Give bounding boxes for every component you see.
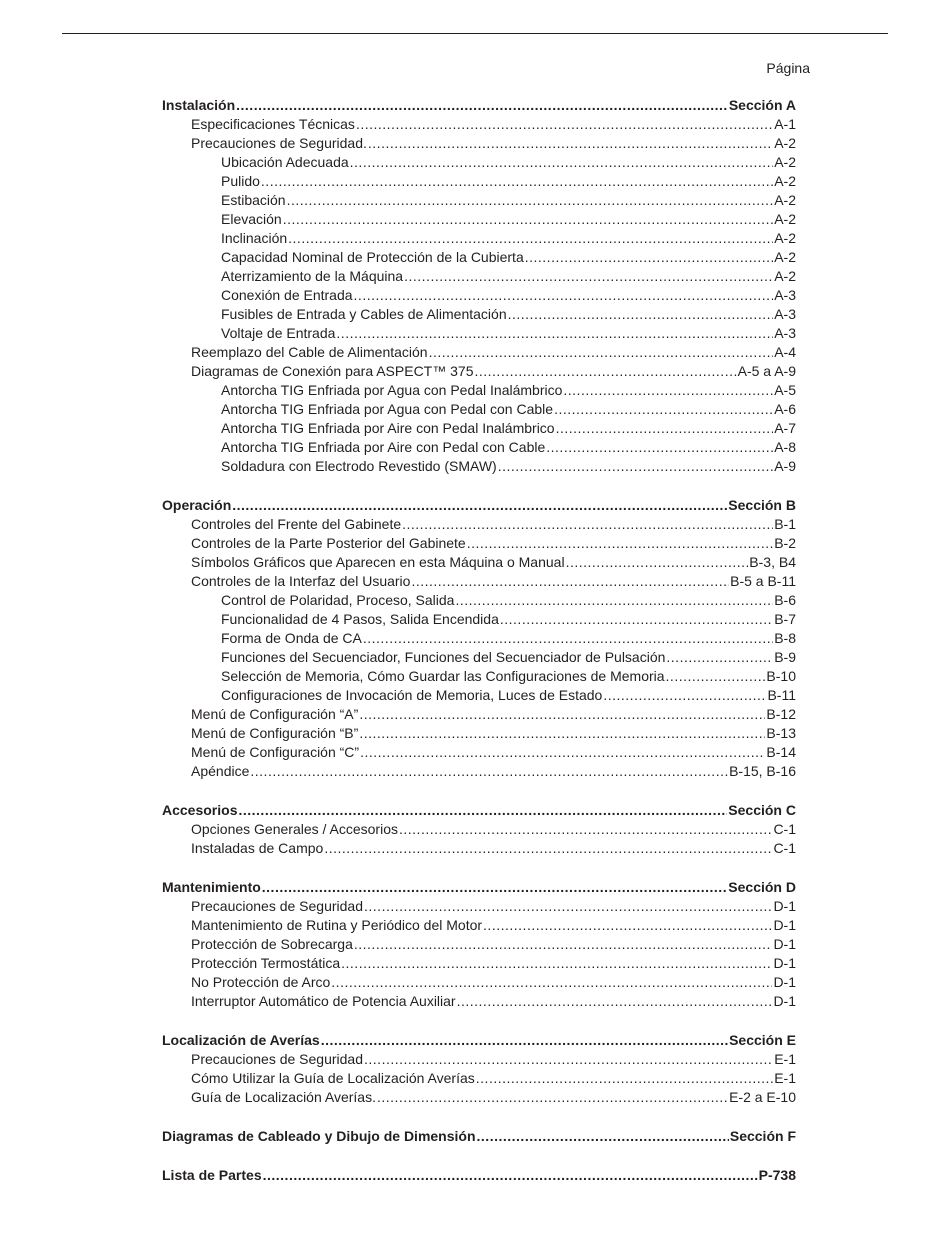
toc-entry-title: Símbolos Gráficos que Aparecen en esta Máquina o Manual <box>191 554 565 570</box>
toc-entry-page: D-1 <box>773 917 796 933</box>
toc-section <box>162 801 796 858</box>
toc-entry-title: Control de Polaridad, Proceso, Salida <box>221 592 455 608</box>
toc-entry-title: Especificaciones Técnicas <box>191 116 355 132</box>
toc-section-heading <box>162 801 796 820</box>
toc-entry-page: E-1 <box>774 1070 796 1086</box>
dot-leader <box>336 324 773 343</box>
toc-entry-page: A-3 <box>774 325 796 341</box>
toc-entry <box>162 457 796 476</box>
toc-entry-title: Ubicación Adecuada <box>221 154 349 170</box>
toc-entry-page: D-1 <box>773 936 796 952</box>
toc-entry-title: Antorcha TIG Enfriada por Aire con Pedal con Cable <box>221 439 546 455</box>
dot-leader <box>411 572 729 591</box>
dot-leader <box>368 134 773 153</box>
toc-entry-title: Mantenimiento de Rutina y Periódico del Motor <box>191 917 483 933</box>
dot-leader <box>500 610 773 629</box>
toc-entry <box>162 438 796 457</box>
toc-entry <box>162 591 796 610</box>
toc-entry <box>162 381 796 400</box>
toc-entry-title: Pulido <box>221 173 260 189</box>
toc-entry-page: B-6 <box>774 592 796 608</box>
dot-leader <box>498 457 773 476</box>
toc-entry-page: A-3 <box>774 287 796 303</box>
toc-entry <box>162 324 796 343</box>
toc-entry-page: A-5 a A-9 <box>737 363 796 379</box>
toc-section-heading <box>162 96 796 115</box>
dot-leader <box>556 419 774 438</box>
dot-leader <box>483 916 772 935</box>
dot-leader <box>321 1031 728 1050</box>
toc-entry-title: Antorcha TIG Enfriada por Agua con Pedal con Cable <box>221 401 554 417</box>
dot-leader <box>350 153 774 172</box>
toc-entry-title: Aterrizamiento de la Máquina <box>221 268 404 284</box>
toc-entry-title: Precauciones de Seguridad <box>191 898 364 914</box>
toc-entry <box>162 954 796 973</box>
toc-entry-page: A-3 <box>774 306 796 322</box>
dot-leader <box>666 648 773 667</box>
dot-leader <box>467 534 773 553</box>
toc-section-heading <box>162 496 796 515</box>
toc-entry <box>162 534 796 553</box>
dot-leader <box>263 1166 758 1185</box>
toc-entry-page: A-6 <box>774 401 796 417</box>
dot-leader <box>356 115 773 134</box>
toc-section-heading <box>162 1031 796 1050</box>
toc-entry-title: Selección de Memoria, Cómo Guardar las Configuraciones de Memoria <box>221 668 665 684</box>
dot-leader <box>262 878 728 897</box>
dot-leader <box>238 801 727 820</box>
toc-section-heading <box>162 878 796 897</box>
toc-entry-title: Elevación <box>221 211 282 227</box>
toc-entry-page: B-9 <box>774 649 796 665</box>
toc-entry-page: C-1 <box>773 840 796 856</box>
toc-entry <box>162 705 796 724</box>
toc-entry <box>162 553 796 572</box>
toc-entry <box>162 172 796 191</box>
toc-entry-page: A-1 <box>774 116 796 132</box>
toc-entry-title: Protección Termostática <box>191 955 341 971</box>
toc-entry-title: Diagramas de Conexión para ASPECT™ 375 <box>191 363 474 379</box>
toc-entry-title: Fusibles de Entrada y Cables de Alimentación <box>221 306 507 322</box>
toc-entry <box>162 897 796 916</box>
toc-entry-page: A-2 <box>774 154 796 170</box>
toc-entry-page: Sección D <box>728 879 796 895</box>
dot-leader <box>250 762 728 781</box>
toc-entry <box>162 935 796 954</box>
toc-entry <box>162 134 796 153</box>
toc-entry <box>162 667 796 686</box>
toc-entry-title: Protección de Sobrecarga <box>191 936 353 952</box>
toc-section-heading <box>162 1166 796 1185</box>
toc-section <box>162 1127 796 1146</box>
dot-leader <box>508 305 774 324</box>
toc-entry-title: Precauciones de Seguridad <box>191 1051 364 1067</box>
toc-entry <box>162 1088 796 1107</box>
toc-entry-page: B-11 <box>767 687 796 703</box>
dot-leader <box>554 400 773 419</box>
toc-entry-title: Inclinación <box>221 230 288 246</box>
table-of-contents <box>162 96 796 1205</box>
dot-leader <box>525 248 773 267</box>
toc-entry <box>162 115 796 134</box>
toc-entry-title: Estibación <box>221 192 286 208</box>
toc-entry <box>162 400 796 419</box>
dot-leader <box>287 191 774 210</box>
toc-entry-page: B-1 <box>774 516 796 532</box>
toc-entry-page: D-1 <box>773 955 796 971</box>
toc-entry-title: Forma de Onda de CA <box>221 630 362 646</box>
toc-entry-page: Sección E <box>729 1032 796 1048</box>
toc-entry-title: Funciones del Secuenciador, Funciones del Secuenciador de Pulsación <box>221 649 666 665</box>
dot-leader <box>455 591 773 610</box>
toc-entry <box>162 916 796 935</box>
toc-entry-page: A-2 <box>774 268 796 284</box>
toc-entry <box>162 362 796 381</box>
toc-entry-title: Controles de la Interfaz del Usuario <box>191 573 411 589</box>
toc-entry-page: Sección F <box>729 1128 796 1144</box>
toc-entry-title: Mantenimiento <box>162 879 261 895</box>
toc-entry-page: A-2 <box>774 230 796 246</box>
dot-leader <box>477 1127 729 1146</box>
dot-leader <box>354 286 774 305</box>
page-column-label: Página <box>766 60 810 76</box>
dot-leader <box>429 343 774 362</box>
toc-entry-page: D-1 <box>773 898 796 914</box>
toc-entry-page: A-7 <box>774 420 796 436</box>
dot-leader <box>603 686 766 705</box>
dot-leader <box>457 992 773 1011</box>
toc-entry-title: Opciones Generales / Accesorios <box>191 821 398 837</box>
toc-entry-title: Precauciones de Seguridad. <box>191 135 367 151</box>
toc-entry <box>162 305 796 324</box>
dot-leader <box>363 629 773 648</box>
dot-leader <box>402 515 773 534</box>
dot-leader <box>359 705 765 724</box>
toc-entry <box>162 419 796 438</box>
toc-entry-title: Accesorios <box>162 802 238 818</box>
toc-entry <box>162 762 796 781</box>
toc-entry <box>162 1050 796 1069</box>
toc-entry-title: Configuraciones de Invocación de Memoria, Luces de Estado <box>221 687 603 703</box>
toc-entry-title: Funcionalidad de 4 Pasos, Salida Encendida <box>221 611 499 627</box>
toc-entry-title: Localización de Averías <box>162 1032 320 1048</box>
dot-leader <box>563 381 773 400</box>
toc-entry-title: Antorcha TIG Enfriada por Agua con Pedal Inalámbrico <box>221 382 563 398</box>
dot-leader <box>283 210 774 229</box>
toc-entry-page: E-2 a E-10 <box>729 1089 796 1105</box>
toc-entry-title: Cómo Utilizar la Guía de Localización Averías <box>191 1070 475 1086</box>
dot-leader <box>566 553 749 572</box>
dot-leader <box>377 1088 728 1107</box>
toc-section-heading <box>162 1127 796 1146</box>
dot-leader <box>261 172 773 191</box>
toc-entry-title: No Protección de Arco <box>191 974 331 990</box>
toc-entry-title: Capacidad Nominal de Protección de la Cubierta <box>221 249 524 265</box>
toc-section <box>162 1166 796 1185</box>
toc-entry-page: B-5 a B-11 <box>730 573 796 589</box>
toc-entry-title: Instaladas de Campo <box>191 840 324 856</box>
dot-leader <box>360 743 765 762</box>
dot-leader <box>404 267 773 286</box>
toc-entry-title: Menú de Configuración “C” <box>191 744 360 760</box>
toc-entry <box>162 743 796 762</box>
dot-leader <box>546 438 773 457</box>
toc-entry-page: A-2 <box>774 192 796 208</box>
toc-entry-title: Menú de Configuración “A” <box>191 706 359 722</box>
toc-entry-title: Interruptor Automático de Potencia Auxiliar <box>191 993 456 1009</box>
dot-leader <box>399 820 772 839</box>
toc-entry <box>162 629 796 648</box>
toc-entry-page: A-9 <box>774 458 796 474</box>
toc-entry <box>162 820 796 839</box>
dot-leader <box>476 1069 773 1088</box>
dot-leader <box>354 935 773 954</box>
toc-entry-page: B-13 <box>766 725 796 741</box>
dot-leader <box>341 954 772 973</box>
toc-entry-title: Diagramas de Cableado y Dibujo de Dimensión <box>162 1128 476 1144</box>
toc-entry-page: E-1 <box>774 1051 796 1067</box>
dot-leader <box>331 973 772 992</box>
toc-entry <box>162 191 796 210</box>
toc-entry-page: Sección A <box>728 97 796 113</box>
toc-entry <box>162 839 796 858</box>
toc-section <box>162 496 796 781</box>
toc-entry <box>162 992 796 1011</box>
toc-entry-page: B-10 <box>766 668 796 684</box>
toc-entry <box>162 724 796 743</box>
toc-entry-title: Conexión de Entrada <box>221 287 353 303</box>
toc-entry <box>162 210 796 229</box>
toc-entry <box>162 267 796 286</box>
dot-leader <box>236 96 728 115</box>
toc-entry <box>162 973 796 992</box>
toc-entry-title: Lista de Partes <box>162 1167 262 1183</box>
dot-leader <box>359 724 765 743</box>
toc-entry-title: Controles de la Parte Posterior del Gabinete <box>191 535 466 551</box>
toc-entry-page: A-2 <box>774 249 796 265</box>
toc-entry-page: A-2 <box>774 173 796 189</box>
toc-entry <box>162 286 796 305</box>
toc-entry <box>162 515 796 534</box>
toc-entry-title: Voltaje de Entrada <box>221 325 336 341</box>
toc-entry-title: Reemplazo del Cable de Alimentación <box>191 344 428 360</box>
dot-leader <box>324 839 772 858</box>
toc-section <box>162 1031 796 1107</box>
dot-leader <box>666 667 766 686</box>
toc-entry-page: D-1 <box>773 974 796 990</box>
top-rule <box>62 33 888 34</box>
toc-entry-page: B-14 <box>766 744 796 760</box>
toc-entry-title: Soldadura con Electrodo Revestido (SMAW) <box>221 458 497 474</box>
toc-entry <box>162 229 796 248</box>
toc-entry-page: B-2 <box>774 535 796 551</box>
toc-entry-page: C-1 <box>773 821 796 837</box>
toc-entry-page: Sección B <box>728 497 796 513</box>
toc-entry <box>162 343 796 362</box>
toc-entry-title: Apéndice <box>191 763 250 779</box>
toc-entry-page: B-15, B-16 <box>729 763 796 779</box>
toc-entry-title: Operación <box>162 497 232 513</box>
toc-entry <box>162 1069 796 1088</box>
toc-entry-page: B-7 <box>774 611 796 627</box>
toc-entry-page: Sección C <box>728 802 796 818</box>
toc-entry-title: Instalación <box>162 97 236 113</box>
toc-entry-page: A-8 <box>774 439 796 455</box>
toc-entry <box>162 686 796 705</box>
dot-leader <box>364 1050 773 1069</box>
toc-entry-page: A-2 <box>774 135 796 151</box>
toc-entry-page: P-738 <box>758 1167 796 1183</box>
toc-entry <box>162 153 796 172</box>
toc-entry <box>162 248 796 267</box>
toc-entry-title: Guía de Localización Averías. <box>191 1089 376 1105</box>
toc-entry <box>162 572 796 591</box>
toc-entry-title: Antorcha TIG Enfriada por Aire con Pedal Inalámbrico <box>221 420 555 436</box>
toc-entry <box>162 610 796 629</box>
toc-entry-title: Menú de Configuración “B” <box>191 725 359 741</box>
toc-entry-page: A-5 <box>774 382 796 398</box>
dot-leader <box>474 362 736 381</box>
dot-leader <box>288 229 773 248</box>
toc-section <box>162 878 796 1011</box>
toc-entry <box>162 648 796 667</box>
dot-leader <box>232 496 727 515</box>
toc-entry-title: Controles del Frente del Gabinete <box>191 516 402 532</box>
dot-leader <box>364 897 772 916</box>
toc-entry-page: A-4 <box>774 344 796 360</box>
toc-section <box>162 96 796 476</box>
toc-entry-page: A-2 <box>774 211 796 227</box>
toc-entry-page: B-3, B4 <box>749 554 796 570</box>
toc-entry-page: B-12 <box>766 706 796 722</box>
toc-entry-page: B-8 <box>774 630 796 646</box>
toc-entry-page: D-1 <box>773 993 796 1009</box>
